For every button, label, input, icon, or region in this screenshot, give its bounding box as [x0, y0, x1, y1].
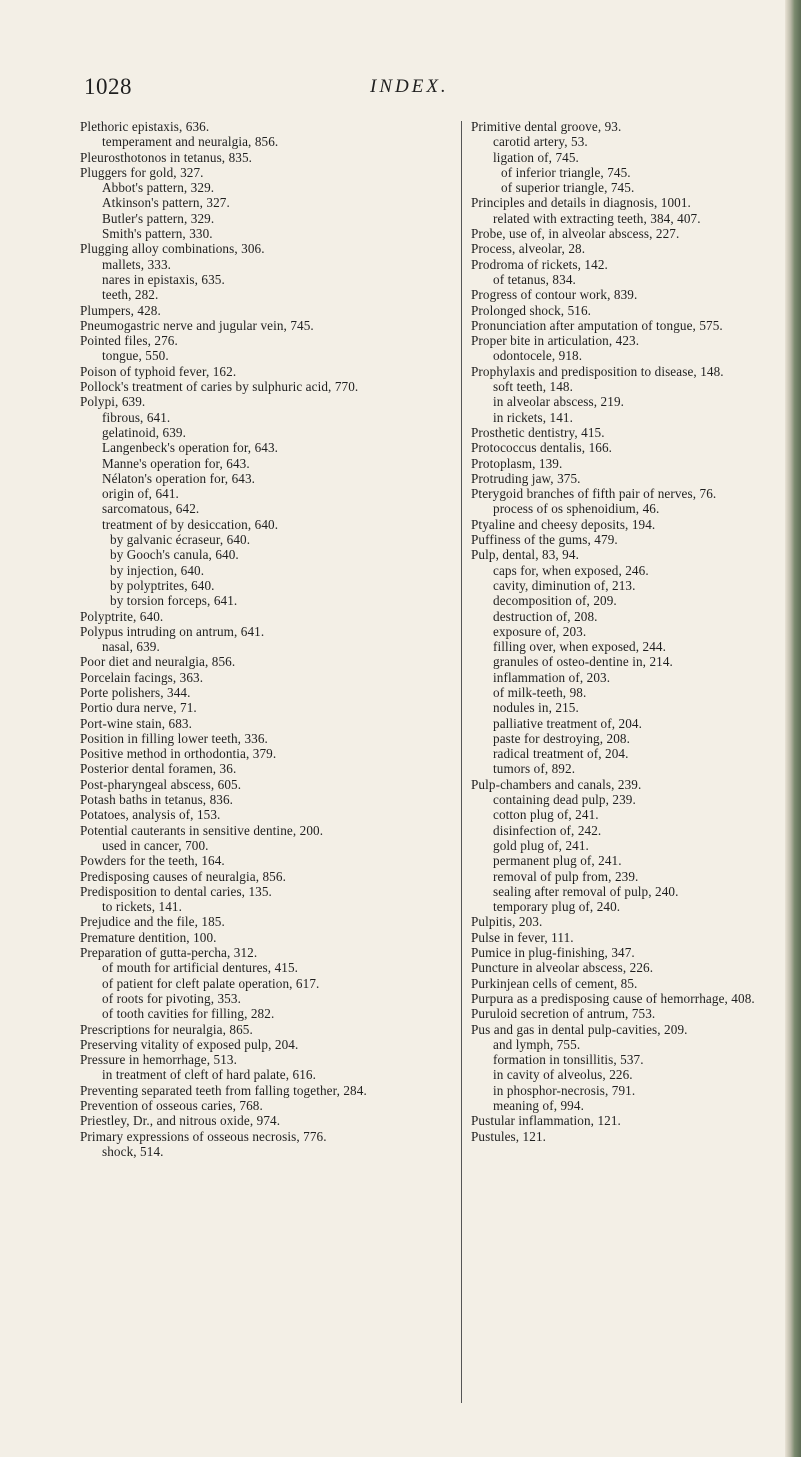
index-entry: Predisposing causes of neuralgia, 856. — [80, 868, 286, 884]
index-entry: Preventing separated teeth from falling together, 284. — [80, 1082, 367, 1098]
index-entry: Proper bite in articulation, 423. — [471, 333, 640, 349]
index-entry: shock, 514. — [102, 1143, 164, 1159]
index-entry: related with extracting teeth, 384, 407. — [493, 210, 701, 226]
index-entry: Purpura as a predisposing cause of hemorrhage, 408. — [471, 990, 755, 1006]
index-entry: Pumice in plug-finishing, 347. — [471, 945, 635, 961]
index-entry: Principles and details in diagnosis, 1001. — [471, 195, 691, 211]
index-entry: of inferior triangle, 745. — [501, 164, 631, 180]
index-entry: radical treatment of, 204. — [493, 746, 629, 762]
index-entry: Pressure in hemorrhage, 513. — [80, 1052, 237, 1068]
index-entry: containing dead pulp, 239. — [493, 792, 636, 808]
index-entry: paste for destroying, 208. — [493, 730, 631, 746]
index-entry: Primitive dental groove, 93. — [471, 119, 622, 134]
index-entry: tumors of, 892. — [493, 761, 576, 777]
index-entry: of mouth for artificial dentures, 415. — [102, 960, 299, 976]
index-entry: Pointed files, 276. — [80, 333, 178, 349]
index-entry: nodules in, 215. — [493, 700, 579, 716]
index-entry: Pulse in fever, 111. — [471, 929, 574, 945]
index-entry: Pluggers for gold, 327. — [80, 164, 204, 180]
index-entry: fibrous, 641. — [102, 409, 171, 425]
index-entry: Potential cauterants in sensitive dentine, 200. — [80, 822, 324, 838]
index-entry: filling over, when exposed, 244. — [493, 639, 666, 655]
index-entry: Smith's pattern, 330. — [102, 226, 213, 242]
index-entry: Ptyaline and cheesy deposits, 194. — [471, 516, 656, 532]
index-entry: Pleurosthotonos in tetanus, 835. — [80, 149, 253, 165]
index-entry: and lymph, 755. — [493, 1036, 581, 1052]
index-entry: Porte polishers, 344. — [80, 684, 191, 700]
index-entry: nasal, 639. — [102, 639, 160, 655]
index-entry: Puncture in alveolar abscess, 226. — [471, 960, 654, 976]
index-entry: Pustular inflammation, 121. — [471, 1113, 621, 1129]
index-entry: Post-pharyngeal abscess, 605. — [80, 776, 242, 792]
index-entry: by galvanic écraseur, 640. — [110, 532, 251, 548]
index-entry: Polyptrite, 640. — [80, 608, 164, 624]
index-entry: by torsion forceps, 641. — [110, 593, 238, 609]
running-head: INDEX. — [370, 76, 449, 97]
index-entry: exposure of, 203. — [493, 623, 587, 639]
index-entry: Progress of contour work, 839. — [471, 287, 638, 303]
index-entry: of superior triangle, 745. — [501, 180, 635, 196]
index-entry: Probe, use of, in alveolar abscess, 227. — [471, 226, 680, 242]
index-entry: by Gooch's canula, 640. — [110, 547, 239, 563]
index-entry: Poison of typhoid fever, 162. — [80, 363, 237, 379]
index-entry: of milk-teeth, 98. — [493, 684, 587, 700]
index-entry: of tooth cavities for filling, 282. — [102, 1006, 275, 1022]
index-entry: caps for, when exposed, 246. — [493, 562, 649, 578]
index-entry: used in cancer, 700. — [102, 837, 209, 853]
index-entry: Pulpitis, 203. — [471, 914, 543, 930]
index-entry: Prodroma of rickets, 142. — [471, 256, 608, 272]
index-entry: temperament and neuralgia, 856. — [102, 134, 279, 150]
index-entry: Prosthetic dentistry, 415. — [471, 424, 605, 440]
index-entry: Porcelain facings, 363. — [80, 669, 204, 685]
index-entry: Pneumogastric nerve and jugular vein, 745. — [80, 317, 314, 333]
index-entry: Poor diet and neuralgia, 856. — [80, 654, 236, 670]
index-entry: sealing after removal of pulp, 240. — [493, 883, 679, 899]
index-entry: in alveolar abscess, 219. — [493, 394, 625, 410]
index-entry: decomposition of, 209. — [493, 593, 617, 609]
index-entry: in treatment of cleft of hard palate, 616. — [102, 1067, 317, 1083]
index-entry: soft teeth, 148. — [493, 379, 573, 395]
index-column-right — [471, 119, 796, 1144]
index-entry: formation in tonsillitis, 537. — [493, 1052, 644, 1068]
index-entry: Butler's pattern, 329. — [102, 210, 215, 226]
index-entry: odontocele, 918. — [493, 348, 583, 364]
index-entry: Nélaton's operation for, 643. — [102, 470, 256, 486]
index-entry: Port-wine stain, 683. — [80, 715, 192, 731]
index-entry: Puruloid secretion of antrum, 753. — [471, 1006, 656, 1022]
index-entry: in rickets, 141. — [493, 409, 573, 425]
index-entry: Abbot's pattern, 329. — [102, 180, 215, 196]
index-entry: Process, alveolar, 28. — [471, 241, 586, 257]
index-entry: Purkinjean cells of cement, 85. — [471, 975, 638, 991]
index-entry: Premature dentition, 100. — [80, 929, 217, 945]
index-entry: Powders for the teeth, 164. — [80, 853, 225, 869]
index-entry: Position in filling lower teeth, 336. — [80, 730, 268, 746]
index-entry: Protoplasm, 139. — [471, 455, 563, 471]
index-entry: sarcomatous, 642. — [102, 501, 200, 517]
index-entry: Predisposition to dental caries, 135. — [80, 883, 272, 899]
index-entry: inflammation of, 203. — [493, 669, 611, 685]
index-entry: granules of osteo-dentine in, 214. — [493, 654, 673, 670]
index-entry: Prolonged shock, 516. — [471, 302, 592, 318]
index-entry: cotton plug of, 241. — [493, 807, 599, 823]
index-entry: Prophylaxis and predisposition to disease, 148. — [471, 363, 724, 379]
index-entry: nares in epistaxis, 635. — [102, 271, 225, 287]
index-entry: Portio dura nerve, 71. — [80, 700, 197, 716]
index-entry: to rickets, 141. — [102, 899, 182, 915]
index-entry: Pronunciation after amputation of tongue, 575. — [471, 317, 723, 333]
index-entry: Polypi, 639. — [80, 394, 146, 410]
index-entry: Positive method in orthodontia, 379. — [80, 746, 277, 762]
index-entry: treatment of by desiccation, 640. — [102, 516, 279, 532]
index-entry: permanent plug of, 241. — [493, 853, 622, 869]
page-number: 1028 — [84, 74, 132, 99]
index-entry: Pulp, dental, 83, 94. — [471, 547, 579, 563]
index-entry: Plethoric epistaxis, 636. — [80, 119, 210, 134]
index-entry: tongue, 550. — [102, 348, 169, 364]
index-entry: Priestley, Dr., and nitrous oxide, 974. — [80, 1113, 281, 1129]
index-entry: of patient for cleft palate operation, 617. — [102, 975, 320, 991]
index-entry: Posterior dental foramen, 36. — [80, 761, 237, 777]
index-entry: temporary plug of, 240. — [493, 899, 621, 915]
index-entry: disinfection of, 242. — [493, 822, 602, 838]
index-entry: Pus and gas in dental pulp-cavities, 209. — [471, 1021, 688, 1037]
index-entry: Preserving vitality of exposed pulp, 204. — [80, 1036, 299, 1052]
index-entry: Pulp-chambers and canals, 239. — [471, 776, 642, 792]
index-entry: palliative treatment of, 204. — [493, 715, 643, 731]
index-entry: Atkinson's pattern, 327. — [102, 195, 230, 211]
index-entry: in cavity of alveolus, 226. — [493, 1067, 633, 1083]
index-entry: of roots for pivoting, 353. — [102, 990, 241, 1006]
index-entry: Manne's operation for, 643. — [102, 455, 250, 471]
index-entry: Prevention of osseous caries, 768. — [80, 1098, 263, 1113]
index-entry: Protococcus dentalis, 166. — [471, 440, 613, 456]
index-entry: gold plug of, 241. — [493, 837, 589, 853]
index-entry: gelatinoid, 639. — [102, 424, 187, 440]
index-entry: Pterygoid branches of fifth pair of nerves, 76. — [471, 486, 717, 502]
index-entry: Prescriptions for neuralgia, 865. — [80, 1021, 253, 1037]
index-entry: of tetanus, 834. — [493, 271, 576, 287]
index-entry: Pollock's treatment of caries by sulphuric acid, 770. — [80, 379, 359, 395]
index-entry: mallets, 333. — [102, 256, 172, 272]
index-entry: Plugging alloy combinations, 306. — [80, 241, 265, 257]
index-entry: Langenbeck's operation for, 643. — [102, 440, 279, 456]
index-entry: Puffiness of the gums, 479. — [471, 532, 618, 548]
index-column-left — [80, 119, 416, 1159]
index-entry: Prejudice and the file, 185. — [80, 914, 225, 930]
index-entry: ligation of, 745. — [493, 149, 579, 165]
index-entry: process of os sphenoidium, 46. — [493, 501, 660, 517]
index-entry: Polypus intruding on antrum, 641. — [80, 623, 265, 639]
index-entry: Potatoes, analysis of, 153. — [80, 807, 221, 823]
index-entry: teeth, 282. — [102, 287, 159, 303]
index-entry: cavity, diminution of, 213. — [493, 577, 636, 593]
index-entry: removal of pulp from, 239. — [493, 868, 639, 884]
index-entry: carotid artery, 53. — [493, 134, 588, 150]
index-entry: Potash baths in tetanus, 836. — [80, 792, 234, 808]
index-entry: Protruding jaw, 375. — [471, 470, 581, 486]
index-entry: by injection, 640. — [110, 562, 205, 578]
index-entry: in phosphor-necrosis, 791. — [493, 1082, 636, 1098]
index-entry: Preparation of gutta-percha, 312. — [80, 945, 258, 961]
index-entry: by polyptrites, 640. — [110, 577, 215, 593]
index-entry: meaning of, 994. — [493, 1098, 584, 1113]
index-entry: destruction of, 208. — [493, 608, 598, 624]
index-entry: origin of, 641. — [102, 486, 179, 502]
index-entry: Primary expressions of osseous necrosis, 776. — [80, 1128, 327, 1144]
column-divider — [461, 121, 462, 1403]
index-entry: Pustules, 121. — [471, 1128, 547, 1144]
index-entry: Plumpers, 428. — [80, 302, 161, 318]
